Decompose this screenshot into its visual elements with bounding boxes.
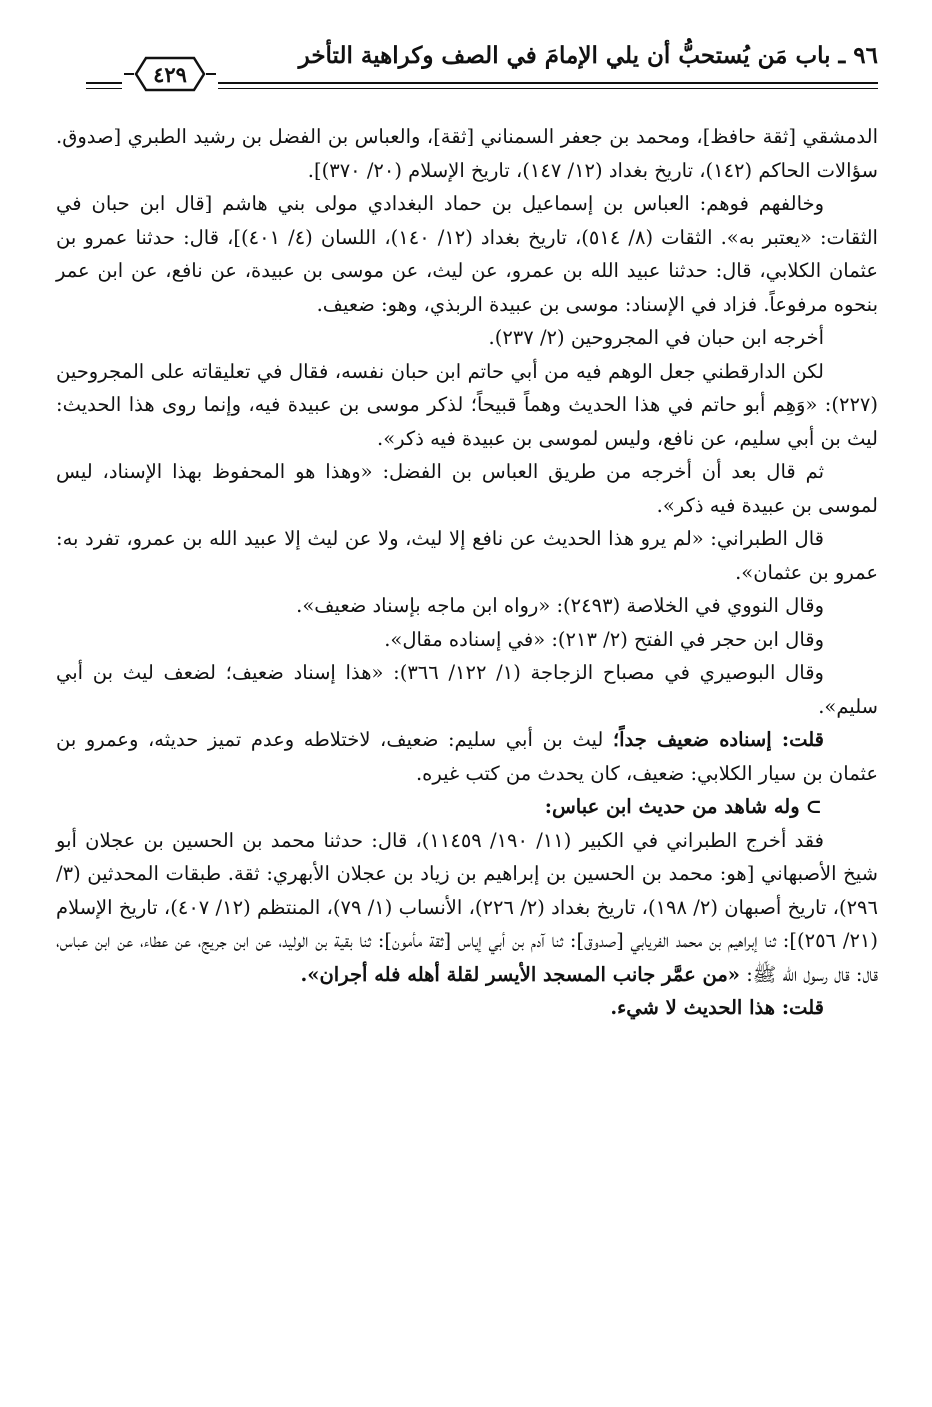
body-text xyxy=(56,120,878,1025)
paragraph-text: أخرجه ابن حبان في المجروحين (٢/ ٢٣٧). xyxy=(488,326,824,349)
paragraph-6 xyxy=(56,522,878,589)
running-header xyxy=(86,38,878,90)
paragraph-3 xyxy=(56,321,878,355)
paragraph-5 xyxy=(56,455,878,522)
paragraph-1 xyxy=(56,120,878,187)
heading-text: وله شاهد من حديث ابن عباس: xyxy=(544,795,800,818)
paragraph-text: لكن الدارقطني جعل الوهم فيه من أبي حاتم ابن حبان نفسه، فقال في تعليقاته على المجروحين (٢٢٧): «وَهِم أبو حاتم في هذا الحديث وهماً قبيحاً؛ لذكر موسى بن عبيدة فيه، وإنما روى هذا الحديث: ليث بن أبي سليم، عن نافع، وليس لموسى بن عبيدة فيه ذكر». xyxy=(56,359,878,450)
paragraph-text: وقال ابن حجر في الفتح (٢/ ٢١٣): «في إسناده مقال». xyxy=(384,627,824,651)
paragraph-text: الدمشقي [ثقة حافظ]، ومحمد بن جعفر السمناني [ثقة]، والعباس بن الفضل بن رشيد الطبري [صدوق. سؤالات الحاكم (١٤٢)، تاريخ بغداد (١٢/ ١٤٧)، تاريخ الإسلام (٢٠/ ٣٧٠)]. xyxy=(56,125,878,182)
paragraph-text: وخالفهم فوهم: العباس بن إسماعيل بن حماد البغدادي مولى بني هاشم [قال ابن حبان في الثقات: «يعتبر به». الثقات (٨/ ٥١٤)، تاريخ بغداد (١٢/ ١٤٠)، اللسان (٤/ ٤٠١)]، قال: حدثنا عمرو بن عثمان الكلابي، قال: حدثنا عبيد الله بن عمرو، عن ليث، عن موسى بن عبيدة، عن نافع، عن ابن عمر بنحوه مرفوعاً. فزاد في الإسناد: موسى بن عبيدة الربذي، وهو: ضعيف. xyxy=(56,192,878,316)
paragraph-text: وقال النووي في الخلاصة (٢٤٩٣): «رواه ابن ماجه بإسناد ضعيف». xyxy=(296,594,824,617)
chapter-title: ٩٦ ـ باب مَن يُستحبُّ أن يلي الإمامَ في الصف وكراهية التأخر xyxy=(298,42,878,69)
bullet-icon: ⊃ xyxy=(805,795,822,818)
bold-lead: قلت: إسناده ضعيف جداً؛ xyxy=(612,728,824,751)
paragraph-8 xyxy=(56,623,878,657)
section-heading xyxy=(56,790,878,824)
paragraph-text: فقد أخرج الطبراني في الكبير (١١/ ١٩٠/ ١١٤٥٩)، قال: حدثنا محمد بن الحسين بن عجلان أبو شيخ الأصبهاني [هو: محمد بن الحسين بن إبراهيم بن زياد بن عجلان الأبهري: ثقة. طبقات المحدثين (٣/ ٢٩٦)، تاريخ أصبهان (٢/ ١٩٨)، تاريخ بغداد (٢/ ٢٢٦)، الأنساب (١/ ٧٩)، المنتظم (١٢/ ٤٠٧)، تاريخ الإسلام (٢١/ ٢٥٦)]: ثنا إبراهيم بن محمد الفريابي [صدوق]: ثنا آدم بن أبي إياس [ثقة مأمون]: ثنا بقية بن الوليد، عن ابن جريج، عن عطاء، عن ابن عباس، قال: قال رسول الله ﷺ: xyxy=(56,828,878,986)
paragraph-12 xyxy=(56,824,878,992)
page-number-badge xyxy=(122,52,218,96)
paragraph-2 xyxy=(56,187,878,321)
page-number: ٤٢٩ xyxy=(153,61,187,87)
paragraph-text: ثم قال بعد أن أخرجه من طريق العباس بن الفضل: «وهذا هو المحفوظ بهذا الإسناد، ليس لموسى بن عبيدة فيه ذكر». xyxy=(56,460,878,517)
bold-hadith-text: «من عمَّر جانب المسجد الأيسر لقلة أهله فله أجران». xyxy=(300,962,740,986)
paragraph-7 xyxy=(56,589,878,623)
paragraph-text: ليث بن أبي سليم: ضعيف، لاختلاطه وعدم تميز حديثه، وعمرو بن عثمان بن سيار الكلابي: ضعيف، كان يحدث من كتب غيره. xyxy=(56,728,878,785)
bold-lead: قلت: هذا الحديث لا شيء. xyxy=(610,996,824,1019)
paragraph-text: وقال البوصيري في مصباح الزجاجة (١/ ١٢٢/ ٣٦٦): «هذا إسناد ضعيف؛ لضعف ليث بن أبي سليم». xyxy=(56,661,878,718)
paragraph-10 xyxy=(56,723,878,790)
paragraph-4 xyxy=(56,355,878,456)
paragraph-9 xyxy=(56,656,878,723)
paragraph-text: قال الطبراني: «لم يرو هذا الحديث عن نافع إلا ليث، ولا عن ليث إلا عبيد الله بن عمرو، تفرد به: عمرو بن عثمان». xyxy=(56,527,878,584)
paragraph-13 xyxy=(56,991,878,1025)
